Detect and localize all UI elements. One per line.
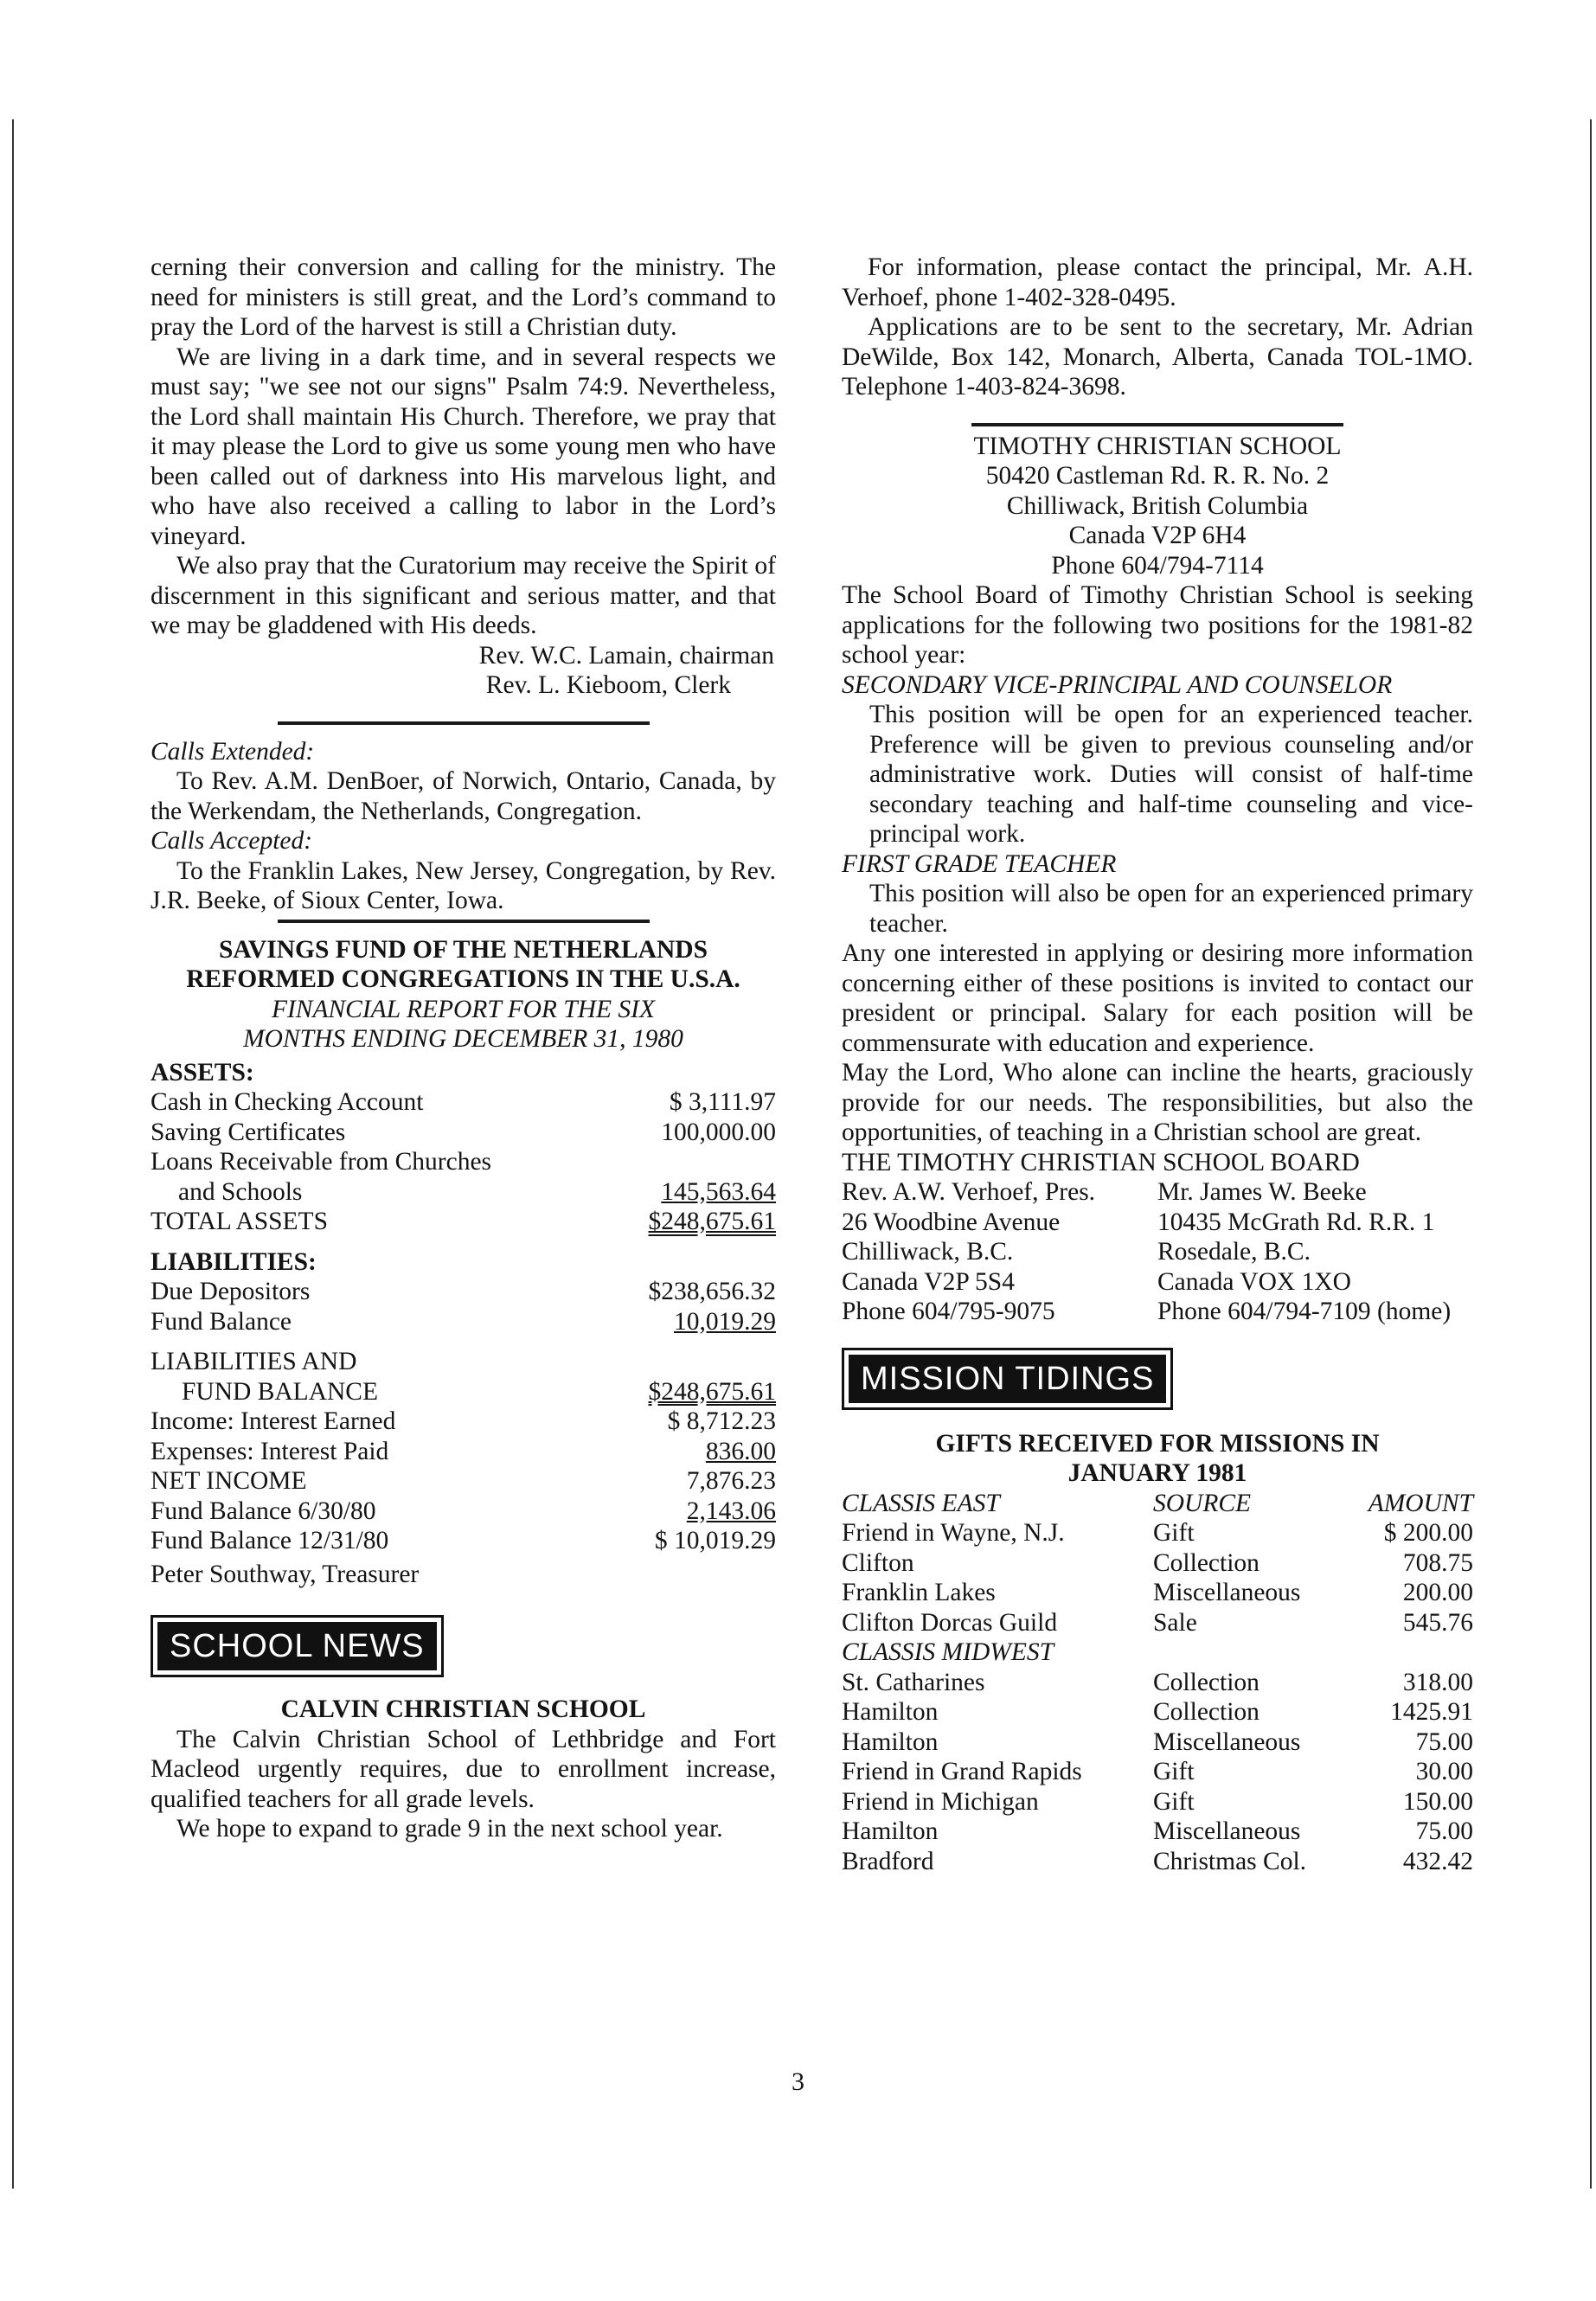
mission-tidings-banner-label: MISSION TIDINGS	[849, 1355, 1166, 1403]
gift-donor: Bradford	[842, 1847, 934, 1875]
ledger-row	[151, 1277, 776, 1307]
ledger-value: $ 3,111.97	[669, 1088, 776, 1116]
position-2-text: This position will also be open for an experienced primary teacher.	[869, 880, 1473, 938]
savings-title-1: SAVINGS FUND OF THE NETHERLANDS	[219, 935, 708, 964]
right-column	[842, 253, 1473, 1876]
left-paragraph-1: cerning their conversion and calling for the ministry. The need for ministers is still great, and the Lord’s command to pray the Lord of the harvest is still a Christian duty.	[151, 253, 776, 341]
table-row	[842, 1548, 1473, 1579]
board-line: Mr. James W. Beeke	[1157, 1178, 1367, 1206]
ledger-value: 145,563.64	[661, 1177, 776, 1206]
gifts-title-2: JANUARY 1981	[1067, 1459, 1247, 1487]
gift-amount: 708.75	[1402, 1548, 1473, 1577]
board-line: 10435 McGrath Rd. R.R. 1	[1157, 1208, 1435, 1236]
gift-donor: Friend in Grand Rapids	[842, 1758, 1082, 1785]
ledger-value: 2,143.06	[686, 1497, 776, 1525]
gifts-table	[842, 1489, 1473, 1877]
gift-donor: Hamilton	[842, 1817, 939, 1845]
calvin-paragraph-1: The Calvin Christian School of Lethbridge and Fort Macleod urgently requires, due to enrollment increase, qualified teachers for all grade levels.	[151, 1725, 776, 1813]
board-line: Canada V2P 5S4	[842, 1267, 1015, 1296]
gift-amount: 545.76	[1402, 1608, 1473, 1637]
ledger-row	[151, 1526, 776, 1556]
gifts-header-row	[842, 1489, 1473, 1519]
gift-donor: Friend in Wayne, N.J.	[842, 1519, 1065, 1547]
ledger-label: TOTAL ASSETS	[151, 1208, 328, 1235]
gift-amount: 30.00	[1415, 1758, 1473, 1785]
ledger-label: FUND BALANCE	[182, 1377, 378, 1406]
timothy-phone: Phone 604/794-7114	[1051, 551, 1264, 580]
gift-donor: Franklin Lakes	[842, 1579, 996, 1606]
board-member-right	[1157, 1177, 1451, 1327]
ledger-label: Loans Receivable from Churches	[151, 1148, 492, 1176]
gift-source: Gift	[1153, 1519, 1195, 1547]
left-paragraph-3: We also pray that the Curatorium may receive the Spirit of discernment in this significant and serious matter, and that we may be gladdened with His deeds.	[151, 552, 776, 639]
gifts-subheader-row	[842, 1638, 1473, 1668]
board-title: THE TIMOTHY CHRISTIAN SCHOOL BOARD	[842, 1148, 1360, 1176]
gift-amount: 318.00	[1402, 1668, 1473, 1696]
school-news-banner	[151, 1615, 444, 1677]
gift-source: Miscellaneous	[1153, 1817, 1301, 1845]
gift-donor: St. Catharines	[842, 1668, 985, 1696]
info-paragraph-2: Applications are to be sent to the secretary, Mr. Adrian DeWilde, Box 142, Monarch, Alberta, Canada TOL-1MO. Telephone 1-403-824-3698.	[842, 313, 1473, 401]
ledger-row	[151, 1177, 776, 1208]
gifts-header: AMOUNT	[1368, 1489, 1473, 1517]
section-divider	[278, 721, 650, 725]
ledger-row	[151, 1466, 776, 1497]
classis-midwest-label: CLASSIS MIDWEST	[842, 1638, 1054, 1666]
ledger-row	[151, 1407, 776, 1437]
mission-tidings-banner	[842, 1348, 1173, 1410]
timothy-intro: The School Board of Timothy Christian School is seeking applications for the following two positions for the 1981-82 school year:	[842, 581, 1473, 669]
signature-chairman: Rev. W.C. Lamain, chairman	[478, 641, 774, 670]
ledger-label: Cash in Checking Account	[151, 1088, 424, 1116]
ledger-value: $248,675.61	[648, 1208, 776, 1235]
position-2-title: FIRST GRADE TEACHER	[842, 849, 1117, 878]
ledger-value: 100,000.00	[661, 1118, 776, 1146]
assets-label: ASSETS:	[151, 1058, 254, 1086]
calls-extended-label: Calls Extended:	[151, 737, 315, 766]
savings-subtitle-2: MONTHS ENDING DECEMBER 31, 1980	[243, 1025, 683, 1053]
gifts-title-1: GIFTS RECEIVED FOR MISSIONS IN	[935, 1429, 1380, 1458]
ledger-value: 836.00	[705, 1437, 776, 1465]
treasurer-signature: Peter Southway, Treasurer	[151, 1560, 420, 1588]
ledger-value: $238,656.32	[648, 1278, 776, 1305]
gift-donor: Clifton	[842, 1548, 914, 1577]
table-row	[842, 1697, 1473, 1727]
timothy-address-1: 50420 Castleman Rd. R. R. No. 2	[985, 462, 1330, 490]
ledger-row	[151, 1437, 776, 1467]
calls-extended-text: To Rev. A.M. DenBoer, of Norwich, Ontario, Canada, by the Werkendam, the Netherlands, Congregation.	[151, 767, 776, 825]
ledger-value: 10,019.29	[674, 1307, 776, 1336]
ledger-row	[151, 1118, 776, 1148]
board-member-left	[842, 1177, 1157, 1327]
ledger-value: $248,675.61	[648, 1377, 776, 1406]
gift-amount: 1425.91	[1390, 1698, 1473, 1726]
ledger-label: Expenses: Interest Paid	[151, 1437, 389, 1465]
left-column	[151, 253, 776, 1844]
table-row	[842, 1817, 1473, 1847]
gift-source: Collection	[1153, 1668, 1259, 1696]
ledger-row	[151, 1207, 776, 1237]
gift-donor: Clifton Dorcas Guild	[842, 1608, 1058, 1637]
position-1-text: This position will be open for an experienced teacher. Preference will be given to previous counseling and/or administrative work. Duties will consist of half-time secondary teaching and half-time counseling and vice-principal work.	[869, 701, 1473, 848]
left-paragraph-2: We are living in a dark time, and in several respects we must say; "we see not our signs" Psalm 74:9. Nevertheless, the Lord shall maintain His Church. Therefore, we pray that it may please the Lord to give us some young men who have been called out of darkness into His marvelous light, and who have also received a calling to labor in the Lord’s vineyard.	[151, 343, 776, 550]
signature-clerk: Rev. L. Kieboom, Clerk	[485, 671, 731, 699]
ledger-value: $ 10,019.29	[654, 1527, 776, 1554]
board-line: Canada VOX 1XO	[1157, 1267, 1351, 1296]
gifts-header: CLASSIS EAST	[842, 1489, 1000, 1517]
gift-amount: $ 200.00	[1383, 1519, 1473, 1547]
ledger-row	[151, 1497, 776, 1527]
board-addresses	[842, 1177, 1473, 1327]
calls-accepted-label: Calls Accepted:	[151, 827, 313, 855]
ledger-label: Income: Interest Earned	[151, 1407, 396, 1435]
page-number: 3	[792, 2067, 804, 2096]
gift-amount: 200.00	[1402, 1579, 1473, 1606]
gift-source: Miscellaneous	[1153, 1727, 1301, 1756]
timothy-paragraph-any: Any one interested in applying or desiring more information concerning either of these positions is invited to contact our president or principal. Salary for each position will be commensurate with education and experience.	[842, 939, 1473, 1057]
ledger-label: Due Depositors	[151, 1278, 311, 1305]
ledger-label: NET INCOME	[151, 1467, 307, 1495]
gift-source: Gift	[1153, 1787, 1195, 1816]
section-divider	[278, 920, 650, 923]
ledger-label: and Schools	[178, 1177, 303, 1206]
gift-source: Miscellaneous	[1153, 1579, 1301, 1606]
table-row	[842, 1578, 1473, 1608]
table-row	[842, 1668, 1473, 1698]
gift-amount: 75.00	[1415, 1817, 1473, 1845]
table-row	[842, 1757, 1473, 1787]
board-line: Chilliwack, B.C.	[842, 1238, 1014, 1266]
ledger-row	[151, 1087, 776, 1118]
table-row	[842, 1787, 1473, 1817]
gift-donor: Friend in Michigan	[842, 1787, 1039, 1816]
gift-amount: 150.00	[1402, 1787, 1473, 1816]
ledger-value: $ 8,712.23	[667, 1407, 776, 1435]
board-line: Phone 604/795-9075	[842, 1298, 1055, 1325]
section-divider	[971, 423, 1343, 426]
ledger-label: Saving Certificates	[151, 1118, 346, 1146]
ledger-label: Fund Balance 12/31/80	[151, 1527, 389, 1554]
gift-amount: 75.00	[1415, 1727, 1473, 1756]
gift-donor: Hamilton	[842, 1698, 939, 1726]
table-row	[842, 1727, 1473, 1758]
calls-accepted-text: To the Franklin Lakes, New Jersey, Congregation, by Rev. J.R. Beeke, of Sioux Center, Iowa.	[151, 856, 776, 914]
ledger-row	[151, 1307, 776, 1337]
table-row	[842, 1518, 1473, 1548]
table-row	[842, 1608, 1473, 1638]
savings-title-2: REFORMED CONGREGATIONS IN THE U.S.A.	[186, 965, 740, 993]
board-line: Rev. A.W. Verhoef, Pres.	[842, 1178, 1096, 1206]
table-row	[842, 1847, 1473, 1877]
ledger-label: Fund Balance	[151, 1307, 292, 1336]
ledger-value: 7,876.23	[686, 1467, 776, 1495]
gift-source: Gift	[1153, 1758, 1195, 1785]
gift-amount: 432.42	[1402, 1847, 1473, 1875]
ledger-label: Fund Balance 6/30/80	[151, 1497, 376, 1525]
timothy-address-3: Canada V2P 6H4	[1068, 522, 1247, 549]
gift-source: Sale	[1153, 1608, 1197, 1637]
timothy-paragraph-may: May the Lord, Who alone can incline the hearts, graciously provide for our needs. The responsibilities, but also the opportunities, of teaching in a Christian school are great.	[842, 1059, 1473, 1146]
gift-source: Collection	[1153, 1698, 1259, 1726]
timothy-school-title: TIMOTHY CHRISTIAN SCHOOL	[973, 432, 1342, 460]
calvin-paragraph-2: We hope to expand to grade 9 in the next school year.	[176, 1815, 723, 1843]
board-line: Phone 604/794-7109 (home)	[1157, 1298, 1452, 1325]
ledger-label: LIABILITIES AND	[151, 1348, 357, 1375]
gifts-header: SOURCE	[1153, 1489, 1252, 1517]
gift-source: Christmas Col.	[1153, 1847, 1307, 1875]
position-1-title: SECONDARY VICE-PRINCIPAL AND COUNSELOR	[842, 670, 1393, 699]
board-line: Rosedale, B.C.	[1157, 1238, 1311, 1266]
gift-donor: Hamilton	[842, 1727, 939, 1756]
gift-source: Collection	[1153, 1548, 1259, 1577]
liabilities-label: LIABILITIES:	[151, 1247, 317, 1276]
savings-subtitle-1: FINANCIAL REPORT FOR THE SIX	[271, 995, 656, 1023]
calvin-school-title: CALVIN CHRISTIAN SCHOOL	[280, 1695, 646, 1723]
board-line: 26 Woodbine Avenue	[842, 1208, 1061, 1236]
timothy-address-2: Chilliwack, British Columbia	[1006, 491, 1309, 520]
ledger-row	[151, 1377, 776, 1407]
info-paragraph-1: For information, please contact the principal, Mr. A.H. Verhoef, phone 1-402-328-0495.	[842, 253, 1473, 311]
school-news-banner-label: SCHOOL NEWS	[157, 1622, 437, 1670]
